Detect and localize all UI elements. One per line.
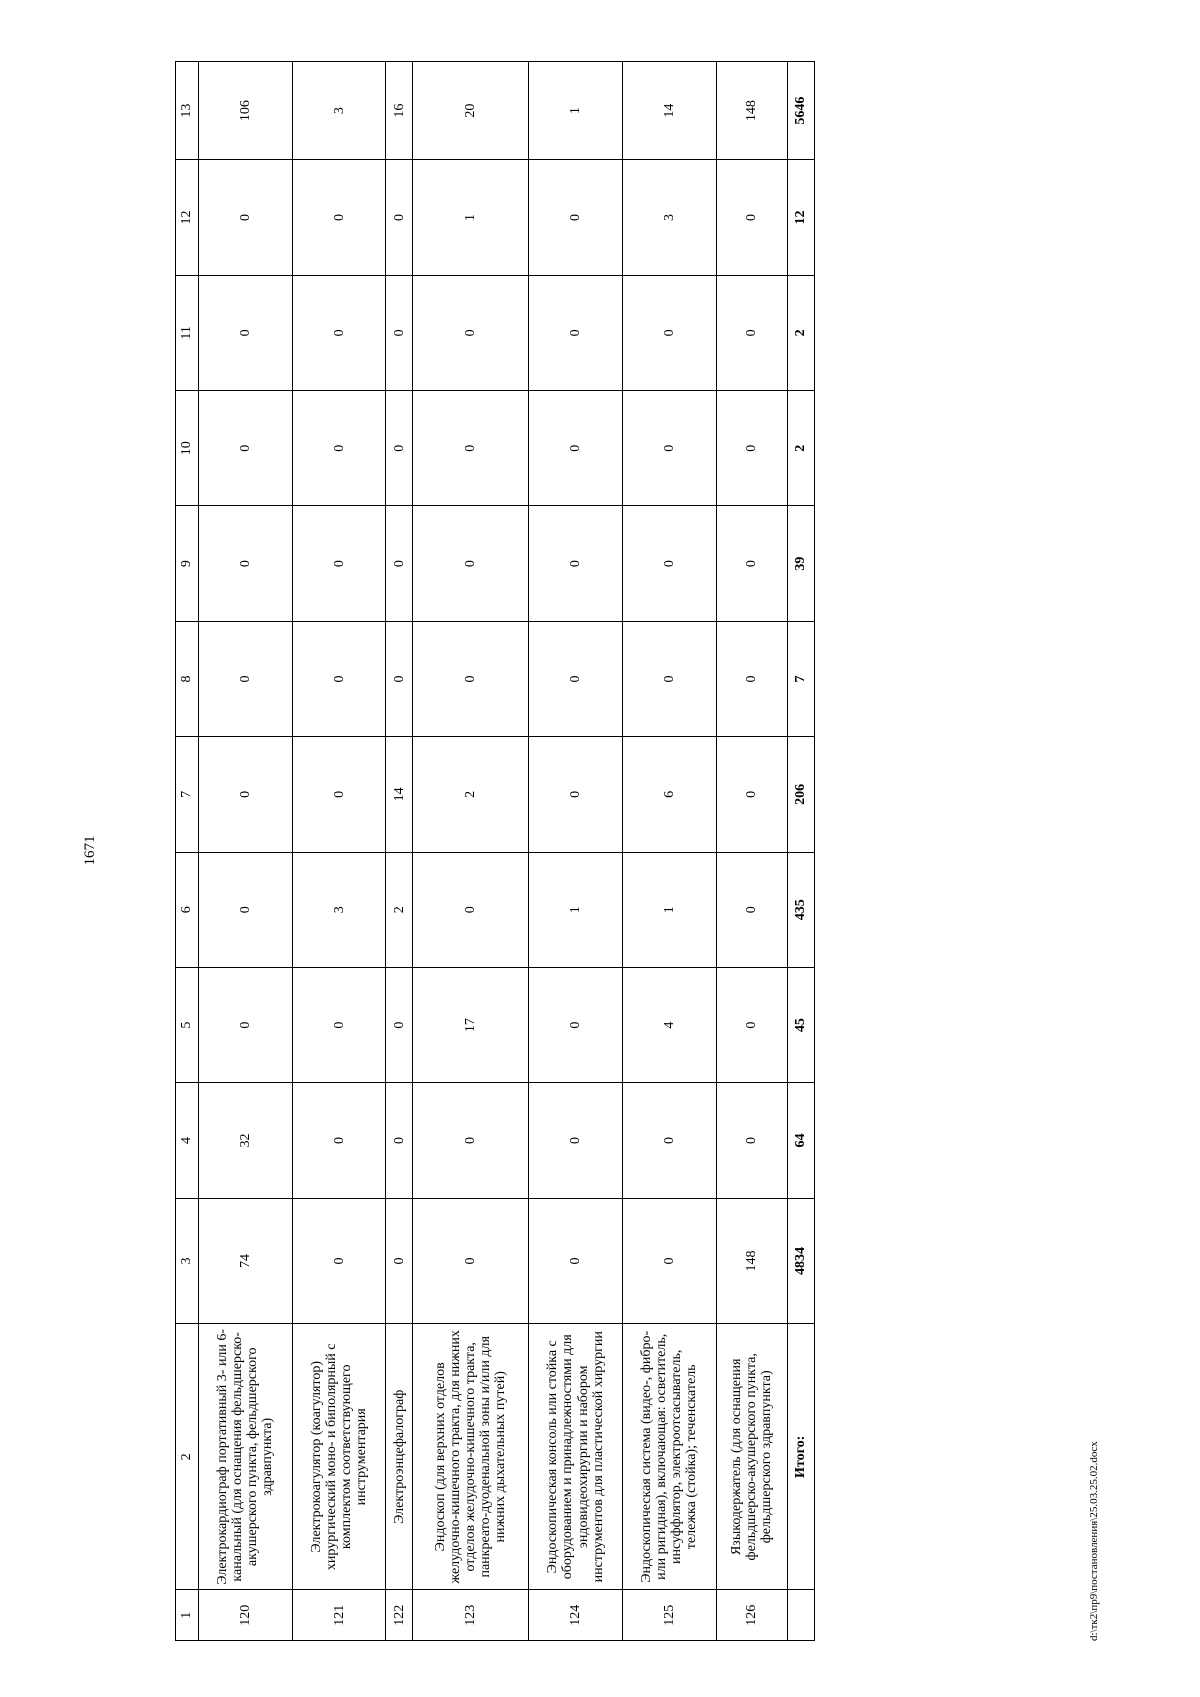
table-row [292, 62, 386, 1641]
column-header: 6 [176, 852, 199, 967]
quantity-cell: 0 [716, 1083, 787, 1198]
quantity-cell: 0 [199, 737, 293, 852]
equipment-name: Электрокардиограф портативный 3- или 6-канальный (для оснащения фельдшерско-акушерского пункта, фельдшерского здравпункта) [199, 1324, 293, 1590]
equipment-name: Эндоскопическая консоль или стойка с оборудованием и принадлежностями для эндовидеохирургии и набором инструментов для пластической хирургии [529, 1324, 623, 1590]
quantity-cell: 0 [529, 160, 623, 275]
quantity-cell: 0 [413, 275, 529, 390]
quantity-cell: 0 [622, 506, 716, 621]
quantity-cell: 0 [386, 160, 413, 275]
quantity-cell: 0 [716, 506, 787, 621]
quantity-cell: 0 [622, 1198, 716, 1324]
total-value: 64 [788, 1083, 815, 1198]
column-header: 2 [176, 1324, 199, 1590]
quantity-cell: 0 [199, 506, 293, 621]
quantity-cell: 1 [622, 852, 716, 967]
quantity-cell: 0 [199, 621, 293, 736]
quantity-cell: 0 [386, 506, 413, 621]
column-header: 11 [176, 275, 199, 390]
quantity-cell: 0 [413, 1198, 529, 1324]
quantity-cell: 0 [529, 391, 623, 506]
quantity-cell: 16 [386, 62, 413, 160]
quantity-cell: 0 [529, 275, 623, 390]
quantity-cell: 0 [716, 391, 787, 506]
total-value: 2 [788, 391, 815, 506]
table-row [529, 62, 623, 1641]
equipment-table [175, 61, 815, 1641]
equipment-name: Эндоскоп (для верхних отделов желудочно-кишечного тракта, для нижних отделов желудочно-кишечного тракта, панкреато-дуоденальной зоны и/или для нижних дыхательных путей) [413, 1324, 529, 1590]
row-number: 126 [716, 1590, 787, 1641]
quantity-cell: 0 [292, 506, 386, 621]
quantity-cell: 0 [716, 852, 787, 967]
table-row [622, 62, 716, 1641]
quantity-cell: 0 [386, 967, 413, 1082]
column-header: 9 [176, 506, 199, 621]
file-path-footer: d:\тк2\пр9\постановления\25.03.25.02.docx [1088, 1441, 1100, 1641]
quantity-cell: 14 [386, 737, 413, 852]
equipment-name: Языкодержатель (для оснащения фельдшерско-акушерского пункта, фельдшерского здравпункта) [716, 1324, 787, 1590]
table-row [716, 62, 787, 1641]
equipment-name: Эндоскопическая система (видео-, фибро- или ригидная), включающая: осветитель, инсуффлятор, электроотсасыватель, тележка (стойка); теченскатель [622, 1324, 716, 1590]
equipment-name: Электроэнцефалограф [386, 1324, 413, 1590]
quantity-cell: 0 [622, 621, 716, 736]
quantity-cell: 0 [622, 1083, 716, 1198]
total-value: 39 [788, 506, 815, 621]
quantity-cell: 32 [199, 1083, 293, 1198]
quantity-cell: 0 [386, 391, 413, 506]
quantity-cell: 0 [292, 275, 386, 390]
quantity-cell: 106 [199, 62, 293, 160]
quantity-cell: 14 [622, 62, 716, 160]
total-value: 206 [788, 737, 815, 852]
rotated-page [0, 46, 1200, 1655]
quantity-cell: 0 [413, 852, 529, 967]
quantity-cell: 0 [529, 1083, 623, 1198]
quantity-cell: 0 [292, 1083, 386, 1198]
quantity-cell: 0 [716, 160, 787, 275]
quantity-cell: 2 [413, 737, 529, 852]
total-value: 435 [788, 852, 815, 967]
quantity-cell: 0 [716, 967, 787, 1082]
page-number: 1671 [82, 835, 98, 866]
column-header: 8 [176, 621, 199, 736]
quantity-cell: 0 [292, 737, 386, 852]
quantity-cell: 148 [716, 62, 787, 160]
quantity-cell: 4 [622, 967, 716, 1082]
quantity-cell: 0 [199, 160, 293, 275]
quantity-cell: 0 [386, 275, 413, 390]
column-header: 5 [176, 967, 199, 1082]
row-number: 121 [292, 1590, 386, 1641]
quantity-cell: 17 [413, 967, 529, 1082]
total-number-cell [788, 1590, 815, 1641]
row-number: 120 [199, 1590, 293, 1641]
quantity-cell: 0 [413, 506, 529, 621]
quantity-cell: 1 [413, 160, 529, 275]
quantity-cell: 148 [716, 1198, 787, 1324]
quantity-cell: 0 [529, 621, 623, 736]
quantity-cell: 3 [292, 852, 386, 967]
quantity-cell: 3 [292, 62, 386, 160]
total-row [788, 62, 815, 1641]
quantity-cell: 20 [413, 62, 529, 160]
total-value: 2 [788, 275, 815, 390]
column-header: 4 [176, 1083, 199, 1198]
total-value: 7 [788, 621, 815, 736]
row-number: 122 [386, 1590, 413, 1641]
quantity-cell: 0 [386, 1198, 413, 1324]
table-row [386, 62, 413, 1641]
column-header: 7 [176, 737, 199, 852]
column-header: 1 [176, 1590, 199, 1641]
table-row [199, 62, 293, 1641]
quantity-cell: 6 [622, 737, 716, 852]
quantity-cell: 1 [529, 852, 623, 967]
quantity-cell: 0 [529, 737, 623, 852]
quantity-cell: 0 [292, 160, 386, 275]
row-number: 123 [413, 1590, 529, 1641]
column-header: 10 [176, 391, 199, 506]
total-label: Итого: [788, 1324, 815, 1590]
quantity-cell: 0 [386, 621, 413, 736]
quantity-cell: 0 [386, 1083, 413, 1198]
column-header: 12 [176, 160, 199, 275]
table-row [413, 62, 529, 1641]
quantity-cell: 1 [529, 62, 623, 160]
quantity-cell: 0 [716, 275, 787, 390]
table-header-row [176, 62, 199, 1641]
quantity-cell: 0 [716, 621, 787, 736]
quantity-cell: 0 [199, 391, 293, 506]
quantity-cell: 0 [413, 391, 529, 506]
quantity-cell: 0 [622, 391, 716, 506]
quantity-cell: 3 [622, 160, 716, 275]
quantity-cell: 0 [529, 1198, 623, 1324]
total-value: 45 [788, 967, 815, 1082]
quantity-cell: 74 [199, 1198, 293, 1324]
quantity-cell: 0 [622, 275, 716, 390]
quantity-cell: 0 [292, 967, 386, 1082]
equipment-name: Электрокоагулятор (коагулятор) хирургический моно- и биполярный с комплектом соответствующего инструментария [292, 1324, 386, 1590]
quantity-cell: 0 [199, 852, 293, 967]
quantity-cell: 0 [716, 737, 787, 852]
quantity-cell: 0 [529, 967, 623, 1082]
column-header: 13 [176, 62, 199, 160]
row-number: 124 [529, 1590, 623, 1641]
quantity-cell: 0 [199, 275, 293, 390]
quantity-cell: 0 [292, 1198, 386, 1324]
quantity-cell: 2 [386, 852, 413, 967]
column-header: 3 [176, 1198, 199, 1324]
quantity-cell: 0 [413, 621, 529, 736]
quantity-cell: 0 [413, 1083, 529, 1198]
total-value: 12 [788, 160, 815, 275]
quantity-cell: 0 [292, 391, 386, 506]
quantity-cell: 0 [292, 621, 386, 736]
total-value: 5646 [788, 62, 815, 160]
row-number: 125 [622, 1590, 716, 1641]
quantity-cell: 0 [529, 506, 623, 621]
total-value: 4834 [788, 1198, 815, 1324]
quantity-cell: 0 [199, 967, 293, 1082]
